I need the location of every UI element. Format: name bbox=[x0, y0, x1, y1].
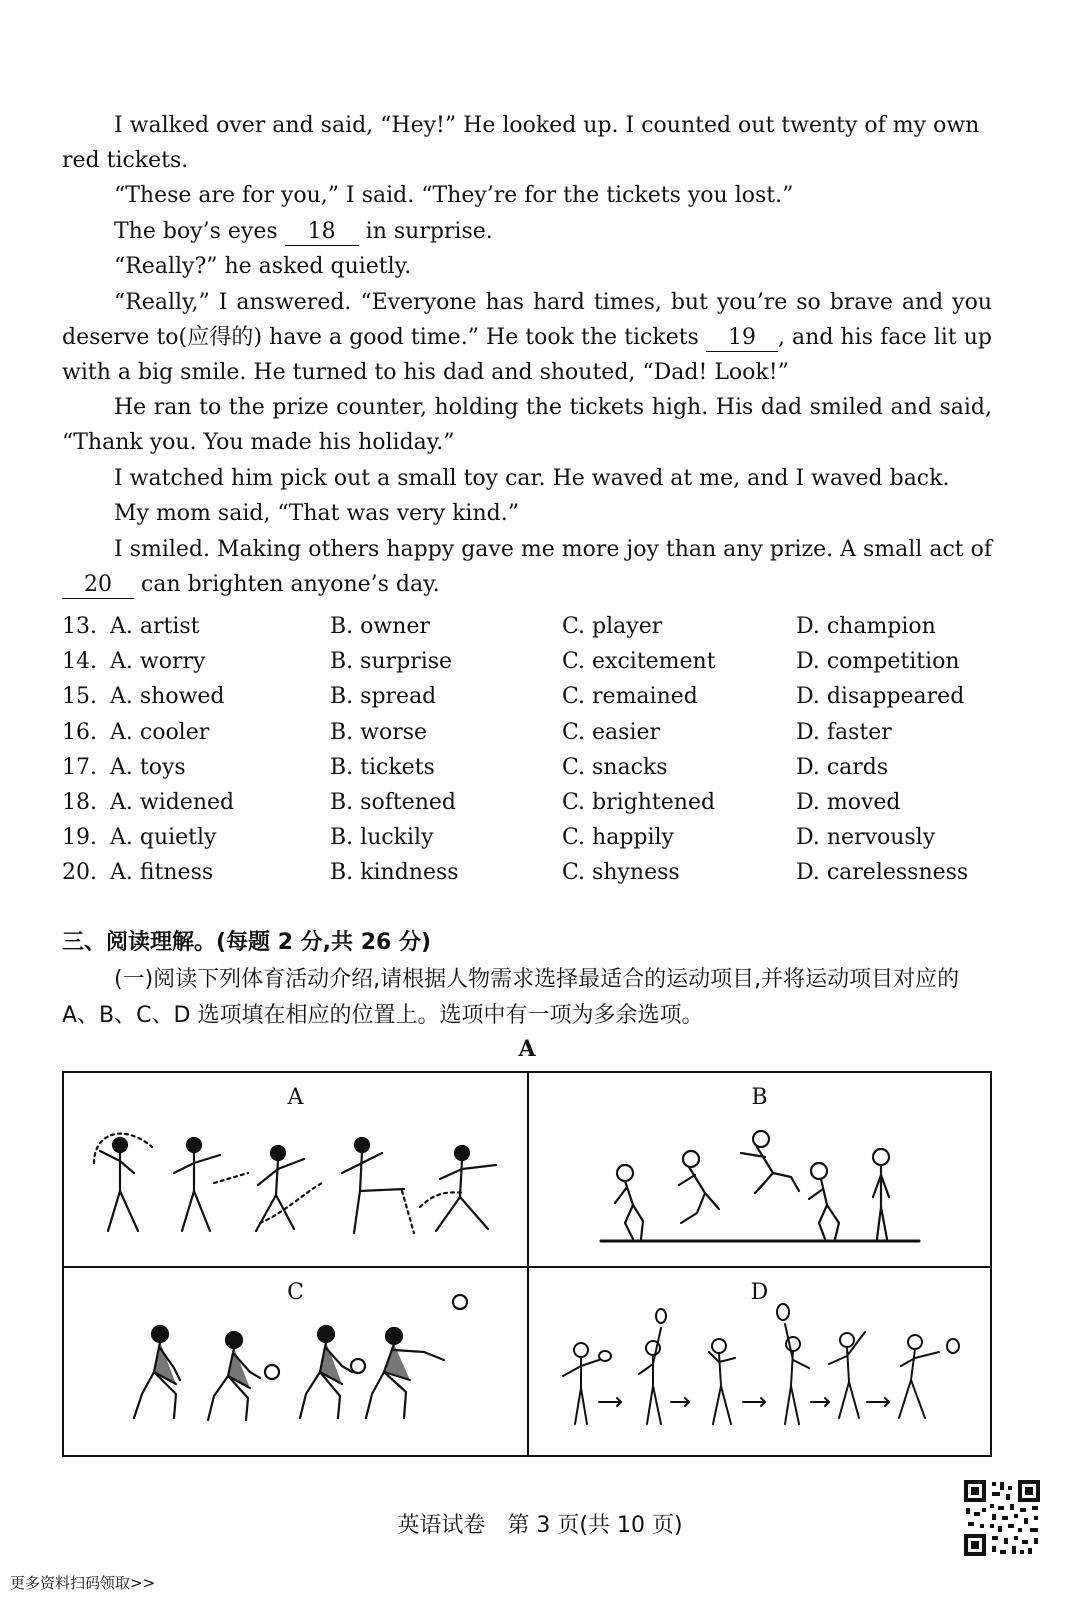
option-d[interactable]: D. moved bbox=[796, 790, 901, 815]
passage-text: , and his face lit up with a big smile. He turned to his dad and shouted, “Dad! Look!” bbox=[62, 325, 993, 385]
option-c[interactable]: C. player bbox=[562, 614, 663, 639]
image-cell-c[interactable] bbox=[64, 1268, 527, 1455]
option-row bbox=[62, 609, 992, 644]
option-d[interactable]: D. champion bbox=[796, 614, 936, 639]
option-b[interactable]: B. luckily bbox=[330, 825, 434, 851]
option-a[interactable]: A. showed bbox=[110, 684, 225, 710]
passage-paragraph-5 bbox=[62, 285, 992, 390]
option-b[interactable]: B. spread bbox=[330, 684, 437, 710]
page-footer: 英语试卷 第 3 页(共 10 页) bbox=[397, 1513, 683, 1538]
option-a[interactable]: A. widened bbox=[110, 790, 235, 815]
option-row bbox=[62, 679, 992, 714]
sports-image-grid bbox=[62, 1071, 992, 1457]
option-c[interactable]: C. happily bbox=[562, 825, 674, 851]
option-a[interactable]: A. fitness bbox=[110, 860, 214, 886]
image-label: D bbox=[750, 1280, 769, 1305]
passage-paragraph-3 bbox=[62, 214, 992, 249]
image-label: C bbox=[287, 1280, 304, 1305]
passage-text: The boy’s eyes bbox=[114, 219, 278, 244]
passage-letter: A bbox=[518, 1036, 536, 1062]
option-row bbox=[62, 855, 992, 890]
corner-note[interactable]: 更多资料扫码领取>> bbox=[10, 1574, 156, 1592]
option-b[interactable]: B. surprise bbox=[330, 649, 453, 675]
option-row bbox=[62, 715, 992, 750]
option-d[interactable]: D. cards bbox=[796, 754, 889, 780]
question-number: 18. bbox=[62, 790, 97, 815]
option-a[interactable]: A. artist bbox=[110, 614, 200, 639]
passage-paragraph-4: “Really?” he asked quietly. bbox=[114, 254, 412, 279]
standing-long-jump-sequence-icon bbox=[529, 1073, 990, 1266]
option-b[interactable]: B. worse bbox=[330, 719, 428, 745]
qr-code-icon[interactable] bbox=[962, 1478, 1042, 1558]
option-c[interactable]: C. snacks bbox=[562, 754, 668, 780]
blank-18[interactable]: 18 bbox=[285, 219, 359, 246]
option-b[interactable]: B. kindness bbox=[330, 860, 459, 886]
blank-20[interactable]: 20 bbox=[62, 572, 134, 599]
option-d[interactable]: D. faster bbox=[796, 719, 892, 745]
option-b[interactable]: B. softened bbox=[330, 790, 456, 815]
passage-paragraph-6: He ran to the prize counter, holding the tickets high. His dad smiled and said, “Thank you. You made his holiday.” bbox=[62, 395, 992, 455]
option-c[interactable]: C. easier bbox=[562, 719, 661, 745]
option-c[interactable]: C. excitement bbox=[562, 649, 716, 675]
option-a[interactable]: A. cooler bbox=[110, 719, 210, 745]
question-number: 16. bbox=[62, 719, 97, 745]
passage-text: I smiled. Making others happy gave me more joy than any prize. A small act of bbox=[114, 537, 992, 562]
image-cell-a[interactable] bbox=[64, 1073, 527, 1266]
image-cell-b[interactable] bbox=[529, 1073, 990, 1266]
question-number: 19. bbox=[62, 825, 97, 851]
question-number: 14. bbox=[62, 649, 97, 675]
option-row bbox=[62, 820, 992, 855]
badminton-serve-sequence-icon bbox=[529, 1268, 990, 1455]
passage-text: “Really,” I answered. “Everyone has hard times, but you’re so brave and you deserve to(应得的) have a good time.” He took the tickets bbox=[62, 290, 992, 350]
option-c[interactable]: C. shyness bbox=[562, 860, 680, 886]
section-intro: (一)阅读下列体育活动介绍,请根据人物需求选择最适合的运动项目,并将运动项目对应的 A、B、C、D 选项填在相应的位置上。选项中有一项为多余选项。 bbox=[62, 967, 960, 1028]
passage-paragraph-2: “These are for you,” I said. “They’re for the tickets you lost.” bbox=[114, 183, 794, 208]
question-number: 20. bbox=[62, 860, 97, 886]
option-b[interactable]: B. owner bbox=[330, 614, 430, 639]
passage-paragraph-9 bbox=[62, 532, 992, 602]
passage-text: can brighten anyone’s day. bbox=[141, 572, 440, 597]
volleyball-bump-sequence-icon bbox=[64, 1268, 527, 1455]
option-a[interactable]: A. worry bbox=[110, 649, 206, 675]
option-d[interactable]: D. competition bbox=[796, 649, 960, 675]
option-d[interactable]: D. nervously bbox=[796, 825, 936, 851]
question-number: 13. bbox=[62, 614, 97, 639]
option-a[interactable]: A. quietly bbox=[110, 825, 217, 851]
tai-chi-sequence-icon bbox=[64, 1073, 527, 1266]
passage-text: in surprise. bbox=[365, 219, 493, 244]
question-number: 17. bbox=[62, 754, 97, 780]
image-label: B bbox=[751, 1085, 768, 1110]
passage-paragraph-1: I walked over and said, “Hey!” He looked up. I counted out twenty of my own red tickets. bbox=[62, 113, 980, 173]
option-row bbox=[62, 644, 992, 679]
option-row bbox=[62, 785, 992, 820]
section-heading: 三、阅读理解。(每题 2 分,共 26 分) bbox=[62, 930, 432, 955]
blank-19[interactable]: 19 bbox=[706, 325, 778, 352]
option-d[interactable]: D. disappeared bbox=[796, 684, 965, 710]
passage-paragraph-7: I watched him pick out a small toy car. He waved at me, and I waved back. bbox=[114, 466, 950, 491]
option-c[interactable]: C. remained bbox=[562, 684, 698, 710]
image-label: A bbox=[287, 1085, 304, 1110]
question-number: 15. bbox=[62, 684, 97, 710]
option-row bbox=[62, 750, 992, 785]
option-c[interactable]: C. brightened bbox=[562, 790, 716, 815]
image-cell-d[interactable] bbox=[529, 1268, 990, 1455]
passage-paragraph-8: My mom said, “That was very kind.” bbox=[114, 501, 519, 526]
option-d[interactable]: D. carelessness bbox=[796, 860, 969, 886]
option-a[interactable]: A. toys bbox=[110, 754, 186, 780]
option-b[interactable]: B. tickets bbox=[330, 754, 435, 780]
